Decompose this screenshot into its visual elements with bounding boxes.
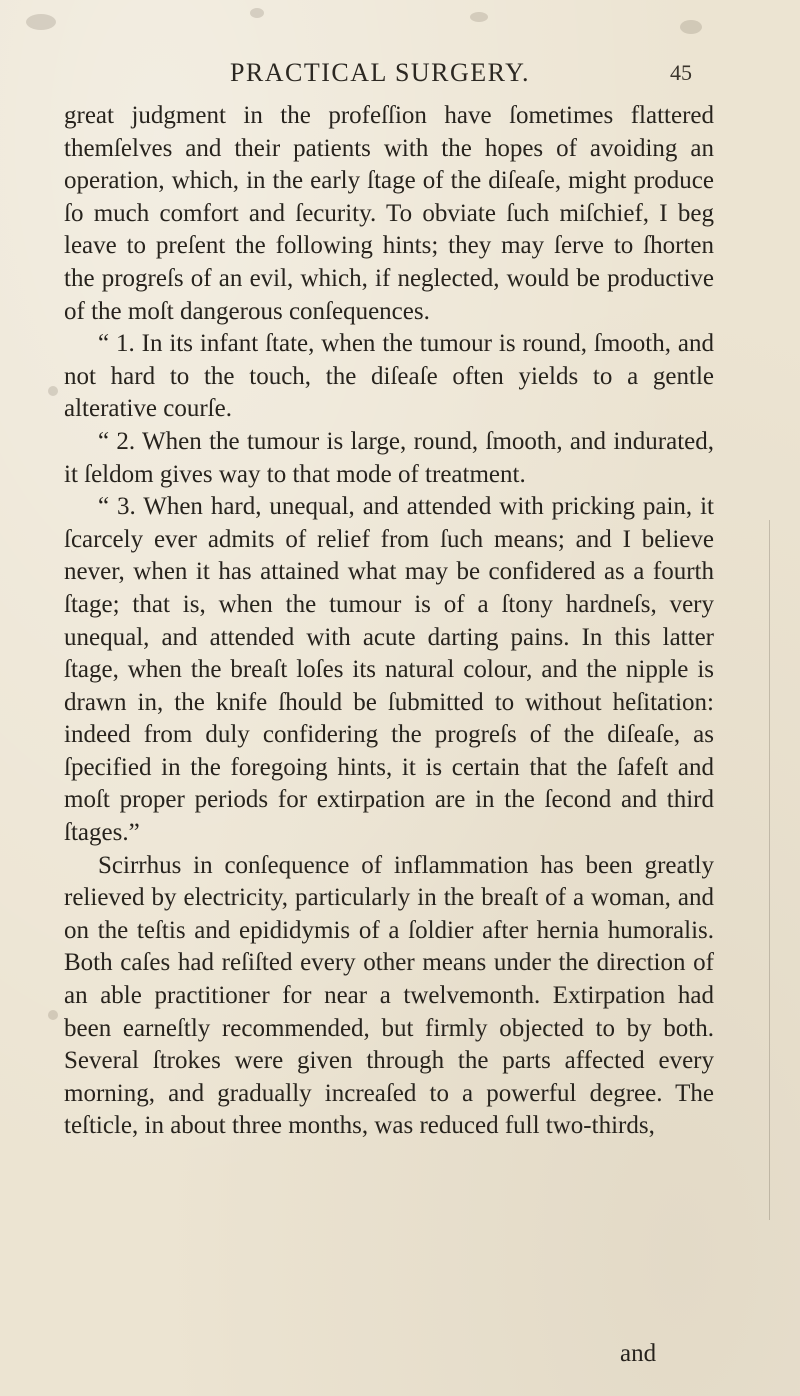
- ink-smudge: [26, 14, 56, 30]
- margin-rule: [769, 520, 770, 1220]
- ink-smudge: [48, 386, 58, 396]
- paragraph: “ 1. In its infant ſtate, when the tumour is round, ſmooth, and not hard to the touch, the diſeaſe often yields to a gentle alterative courſe.: [64, 330, 714, 423]
- page-number: 45: [670, 60, 692, 85]
- paragraph: great judgment in the profeſſion have ſometimes flattered themſelves and their patients with the hopes of avoiding an operation, which, in the early ſtage of the diſeaſe, might produce ſo much comfort and ſecurity. To obviate ſuch miſchief, I beg leave to preſent the following hints; they may ſerve to ſhorten the progreſs of an evil, which, if neglected, would be productive of the moſt dangerous conſequences.: [64, 102, 714, 325]
- ink-smudge: [250, 8, 264, 18]
- paragraph: “ 2. When the tumour is large, round, ſmooth, and indurated, it ſeldom gives way to that mode of treatment.: [64, 427, 714, 488]
- ink-smudge: [680, 20, 702, 34]
- catchword: and: [620, 1340, 657, 1367]
- paragraph: Scirrhus in conſequence of inflammation has been greatly relieved by electricity, particularly in the breaſt of a woman, and on the teſtis and epididymis of a ſoldier after hernia humoralis. Both caſes had reſiſted every other means under the direction of an able practitioner for near a twelvemonth. Extirpation had been earneſtly recommended, but firmly objected to by both. Several ſtrokes were given through the parts affected every morning, and gradually increaſed to a powerful degree. The teſticle, in about three months, was reduced full two-thirds,: [64, 851, 714, 1140]
- running-head: PRACTICAL SURGERY.: [229, 58, 531, 87]
- ink-smudge: [470, 12, 488, 22]
- ink-smudge: [48, 1010, 58, 1020]
- body-text: [64, 100, 714, 1143]
- paragraph: “ 3. When hard, unequal, and attended with pricking pain, it ſcarcely ever admits of relief from ſuch means; and I believe never, when it has attained what may be confidered as a fourth ſtage; that is, when the tumour is of a ſtony hardneſs, very unequal, and attended with acute darting pains. In this latter ſtage, when the breaſt loſes its natural colour, and the nipple is drawn in, the knife ſhould be ſubmitted to without heſitation: indeed from duly confidering the progreſs of the diſeaſe, as ſpecified in the foregoing hints, it is certain that the ſafeſt and moſt proper periods for extirpation are in the ſecond and third ſtages.”: [64, 493, 714, 847]
- page-header: [0, 58, 800, 98]
